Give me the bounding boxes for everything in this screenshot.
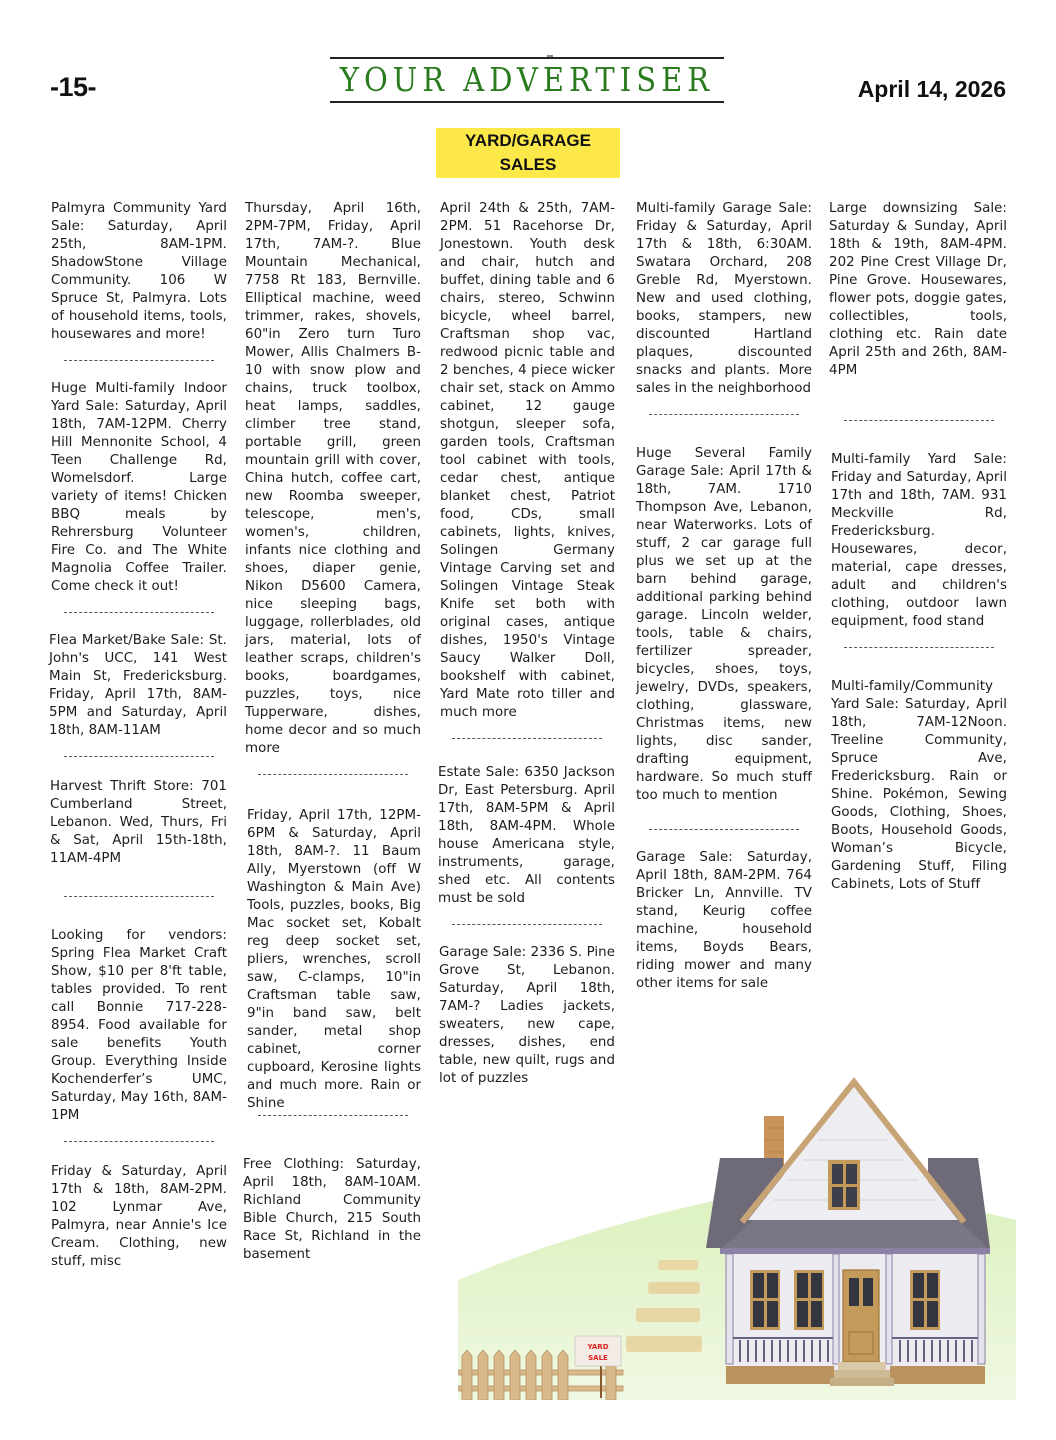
ad-separator bbox=[452, 924, 602, 925]
section-title-line1: YARD/GARAGE bbox=[465, 131, 591, 150]
publication-title: YOUR ADVERTISER bbox=[339, 60, 715, 100]
column-4 bbox=[636, 200, 812, 993]
ad-separator bbox=[649, 414, 799, 415]
ad-separator bbox=[452, 738, 602, 739]
section-title-line2: SALES bbox=[499, 155, 557, 174]
ad-separator bbox=[64, 756, 214, 757]
classified-ad: Free Clothing: Saturday, April 18th, 8AM-10AM. Richland Community Bible Church, 215 South Race St, Richland in the basement bbox=[243, 1157, 421, 1262]
ad-separator bbox=[649, 829, 799, 830]
ad-separator bbox=[844, 647, 994, 648]
publication-date: April 14, 2026 bbox=[857, 76, 1006, 102]
classified-ad: Palmyra Community Yard Sale: Saturday, April 25th, 8AM-1PM. ShadowStone Village Community. 106 W Spruce St, Palmyra. Lots of household items, tools, housewares and more! bbox=[51, 201, 227, 342]
ad-separator bbox=[64, 612, 214, 613]
classified-ad: Friday, April 17th, 12PM-6PM & Saturday, April 18th, 8AM-?. 11 Baum Ally, Myerstown (off W Washington & Main Ave) Tools, puzzles, books, Big Mac socket set, Kobalt reg deep socket set, pliers, wrenches, scroll saw, C-clamps, 10"in Craftsman table saw, 9"in band saw, belt sander, metal shop cabinet, corner cupboard, Kerosine lights and much more. Rain or Shine bbox=[247, 808, 421, 1111]
ad-separator bbox=[258, 774, 408, 775]
classified-ad: Garage Sale: 2336 S. Pine Grove St, Lebanon. Saturday, April 18th, 7AM-? Ladies jackets, sweaters, new cape, dresses, dishes, end table, new quilt, rugs and lot of puzzles bbox=[439, 945, 615, 1086]
classified-ad: Multi-family Garage Sale: Friday & Saturday, April 17th & 18th, 6:30AM. Swatara Orchard, 208 Greble Rd, Myerstown. New and used clothing, books, stampers, new discounted Hartland plaques, discounted snacks and plants. More sales in the neighborhood bbox=[636, 201, 812, 396]
classified-ad: Huge Multi-family Indoor Yard Sale: Saturday, April 18th, 7AM-12PM. Cherry Hill Mennonite School, 4 Teen Challenge Rd, Womelsdorf. Large variety of items! Chicken BBQ meals by Rehrersburg Volunteer Fire Co. and The White Magnolia Coffee Trailer. Come check it out! bbox=[51, 381, 227, 594]
column-2 bbox=[245, 200, 421, 1264]
svg-text:SALE: SALE bbox=[588, 1354, 608, 1362]
page-number: -15- bbox=[50, 72, 97, 102]
classified-ad: Multi-family/Community Yard Sale: Saturday, April 18th, 7AM-12Noon. Treeline Community, Spruce Ave, Fredericksburg. Rain or Shine. Pokémon, Sewing Goods, Clothing, Shoes, Boots, Household Goods, Woman’s Bicycle, Gardening Stuff, Filing Cabinets, Lots of Stuff bbox=[831, 679, 1007, 892]
classified-ad: Garage Sale: Saturday, April 18th, 8AM-2PM. 764 Bricker Ln, Annville. TV stand, Keurig coffee machine, household items, Boyds Bears, riding mower and many other items for sale bbox=[636, 850, 812, 991]
classified-ad: Flea Market/Bake Sale: St. John's UCC, 141 West Main St, Fredericksburg. Friday, April 17th, 8AM-5PM and Saturday, April 18th, 8AM-11AM bbox=[49, 633, 227, 738]
masthead-top-rule bbox=[330, 57, 724, 59]
classified-ad: Huge Several Family Garage Sale: April 17th & 18th, 7AM. 1710 Thompson Ave, Lebanon, near Waterworks. Lots of stuff, 2 car garage full plus we set up at the barn behind garage, additional parking behind garage. Lincoln welder, tools, table & chairs, fertilizer spreader, bicycles, shoes, toys, jewelry, DVDs, speakers, clothing, glassware, Christmas items, new lights, disc sander, drafting equipment, hardware. So much stuff too much to mention bbox=[636, 446, 812, 803]
column-1 bbox=[51, 200, 227, 1271]
ad-separator bbox=[64, 360, 214, 361]
classified-ad: Estate Sale: 6350 Jackson Dr, East Petersburg. April 17th, 8AM-5PM & April 18th, 8AM-4PM. Whole house Americana style, instruments, garage, shed etc. All contents must be sold bbox=[438, 765, 615, 906]
column-5 bbox=[831, 200, 1007, 894]
classified-ad: Thursday, April 16th, 2PM-7PM, Friday, April 17th, 7AM-?. Blue Mountain Mechanical, 7758 Rt 183, Bernville. Elliptical machine, weed trimmer, rakes, shovels, 60"in Zero turn Turo Mower, Allis Chalmers B-10 with snow plow and chains, truck toolbox, heat lamps, saddles, climber tree stand, portable grill, green mountain grill with cover, China hutch, coffee cart, new Roomba sweeper, telescope, men's, women's, children, infants nice clothing and shoes, diaper genie, Nikon D5600 Camera, nice sleeping bags, luggage, rollerblades, old jars, material, lots of leather scraps, children's books, boardgames, puzzles, toys, nice Tupperware, dishes, home decor and so much more bbox=[245, 201, 421, 756]
section-banner bbox=[436, 128, 620, 178]
ad-separator bbox=[64, 896, 214, 897]
house-illustration bbox=[458, 1070, 1016, 1400]
column-3 bbox=[439, 200, 615, 1088]
masthead bbox=[330, 55, 724, 105]
ad-separator bbox=[844, 420, 994, 421]
classified-ad: Looking for vendors: Spring Flea Market Craft Show, $10 per 8'ft table, tables provided. To rent call Bonnie 717-228-8954. Food available for sale benefits Youth Group. Everything Inside Kochenderfer’s UMC, Saturday, May 16th, 8AM-1PM bbox=[51, 928, 227, 1123]
classified-ad: April 24th & 25th, 7AM-2PM. 51 Racehorse Dr, Jonestown. Youth desk and chair, hutch and buffet, dining table and 6 chairs, stereo, Schwinn bicycle, wheel barrel, Craftsman shop vac, redwood picnic table and 2 benches, 4 piece wicker chair set, stack on Ammo cabinet, 12 gauge shotgun, sleeper sofa, garden tools, Craftsman tool cabinet with tools, cedar chest, antique blanket chest, Patriot food, CDs, small cabinets, lights, knives, Solingen Germany Vintage Carving set and Solingen Vintage Steak Knife set both with original cases, antique dishes, 1950's Vintage Saucy Walker Doll, bookshelf with cabinet, Yard Mate roto tiller and much more bbox=[440, 201, 615, 720]
masthead-bottom-rule bbox=[330, 101, 724, 103]
classified-ad: Large downsizing Sale: Saturday & Sunday, April 18th & 19th, 8AM-4PM. 202 Pine Crest Village Dr, Pine Grove. Housewares, flower pots, doggie gates, collectibles, tools, clothing etc. Rain date April 25th and 26th, 8AM-4PM bbox=[829, 201, 1007, 378]
classified-ad: Friday & Saturday, April 17th & 18th, 8AM-2PM. 102 Lynmar Ave, Palmyra, near Annie's Ice Cream. Clothing, new stuff, misc bbox=[51, 1164, 227, 1269]
masthead-tick bbox=[547, 55, 553, 57]
svg-text:YARD: YARD bbox=[587, 1343, 609, 1351]
ad-separator bbox=[258, 1115, 408, 1116]
classified-ad: Harvest Thrift Store: 701 Cumberland Street, Lebanon. Wed, Thurs, Fri & Sat, April 15th-18th, 11AM-4PM bbox=[50, 779, 227, 866]
ad-separator bbox=[64, 1141, 214, 1142]
classified-ad: Multi-family Yard Sale: Friday and Saturday, April 17th and 18th, 7AM. 931 Meckville Rd, Fredericksburg. Housewares, decor, material, cape dresses, adult and children's clothing, outdoor lawn equipment, food stand bbox=[831, 452, 1007, 629]
